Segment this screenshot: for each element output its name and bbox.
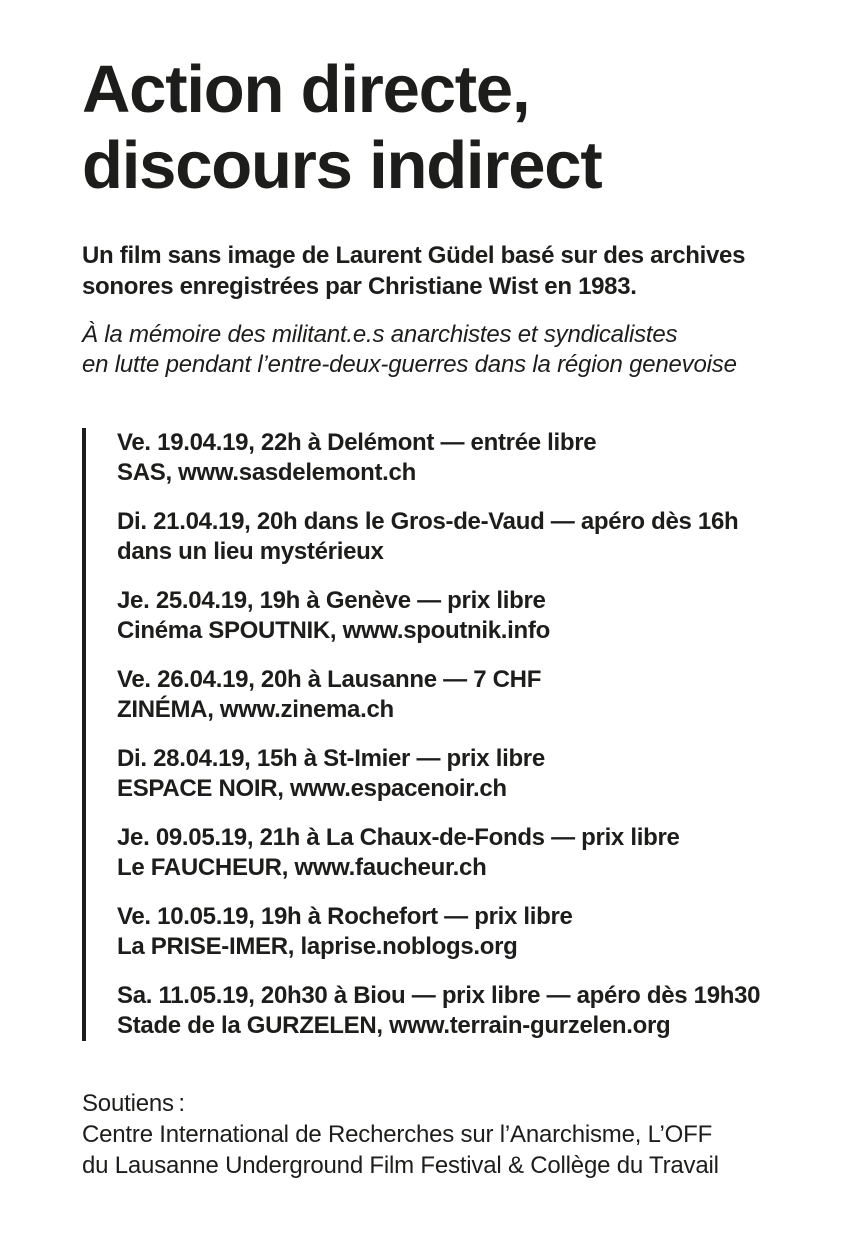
screenings-list — [82, 428, 782, 1041]
screening-item-lausanne — [117, 665, 782, 725]
screening-date-line: Je. 09.05.19, 21h à La Chaux-de-Fonds — prix libre — [117, 824, 680, 851]
dedication-text — [82, 320, 805, 380]
supporters-line-1: Centre International de Recherches sur l’Anarchisme, L’OFF — [82, 1121, 713, 1148]
screening-venue-line: dans un lieu mystérieux — [117, 538, 384, 565]
supporters-heading: Soutiens : — [82, 1090, 185, 1117]
screening-item-la-chaux-de-fonds — [117, 823, 782, 883]
poster-title — [82, 52, 805, 204]
screening-venue-line: Cinéma SPOUTNIK, www.spoutnik.info — [117, 617, 550, 644]
screening-item-st-imier — [117, 744, 782, 804]
screening-item-delemont — [117, 428, 782, 488]
dedication-line-2: en lutte pendant l’entre-deux-guerres dans la région genevoise — [82, 351, 737, 378]
poster-title-line-1: Action directe, — [82, 52, 530, 127]
supporters-line-2: du Lausanne Underground Film Festival & Collège du Travail — [82, 1152, 719, 1179]
screening-venue-line: Le FAUCHEUR, www.faucheur.ch — [117, 854, 487, 881]
screening-date-line: Sa. 11.05.19, 20h30 à Biou — prix libre — apéro dès 19h30 — [117, 982, 761, 1009]
screening-date-line: Ve. 26.04.19, 20h à Lausanne — 7 CHF — [117, 666, 542, 693]
screening-venue-line: La PRISE-IMER, laprise.noblogs.org — [117, 933, 518, 960]
poster-title-line-2: discours indirect — [82, 128, 602, 203]
screening-venue-line: SAS, www.sasdelemont.ch — [117, 459, 416, 486]
screening-item-geneve — [117, 586, 782, 646]
screening-venue-line: ESPACE NOIR, www.espacenoir.ch — [117, 775, 507, 802]
screening-date-line: Di. 28.04.19, 15h à St-Imier — prix libre — [117, 745, 545, 772]
screening-venue-line: ZINÉMA, www.zinema.ch — [117, 696, 394, 723]
film-description-line-2: sonores enregistrées par Christiane Wist en 1983. — [82, 273, 637, 300]
film-description — [82, 240, 805, 302]
screening-date-line: Di. 21.04.19, 20h dans le Gros-de-Vaud — apéro dès 16h — [117, 508, 739, 535]
film-description-line-1: Un film sans image de Laurent Güdel basé sur des archives — [82, 242, 746, 269]
screening-item-biou — [117, 981, 782, 1041]
screening-date-line: Ve. 19.04.19, 22h à Delémont — entrée libre — [117, 429, 597, 456]
screening-date-line: Je. 25.04.19, 19h à Genève — prix libre — [117, 587, 546, 614]
supporters-section — [82, 1088, 805, 1181]
screening-date-line: Ve. 10.05.19, 19h à Rochefort — prix libre — [117, 903, 573, 930]
dedication-line-1: À la mémoire des militant.e.s anarchistes et syndicalistes — [82, 321, 678, 348]
screening-item-rochefort — [117, 902, 782, 962]
screening-item-gros-de-vaud — [117, 507, 782, 567]
screening-venue-line: Stade de la GURZELEN, www.terrain-gurzelen.org — [117, 1012, 671, 1039]
